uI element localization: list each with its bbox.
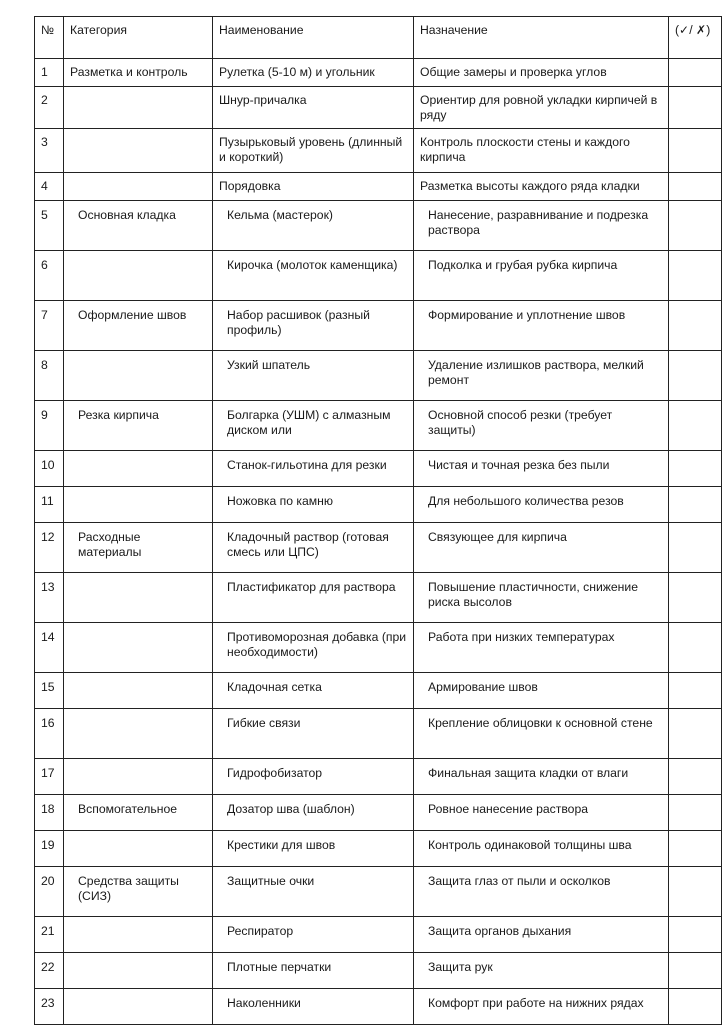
cell-purpose: Нанесение, разравнивание и подрезка раствора <box>414 201 669 251</box>
cell-name: Кладочная сетка <box>213 673 414 709</box>
cell-number: 3 <box>35 129 64 173</box>
cell-category <box>64 673 213 709</box>
table-row <box>35 623 722 673</box>
cell-name: Плотные перчатки <box>213 953 414 989</box>
cell-check[interactable] <box>669 129 722 173</box>
header-name: Наименование <box>213 17 414 59</box>
cell-category <box>64 953 213 989</box>
cell-purpose: Комфорт при работе на нижних рядах <box>414 989 669 1025</box>
cell-name: Гибкие связи <box>213 709 414 759</box>
cell-number: 5 <box>35 201 64 251</box>
table-row <box>35 917 722 953</box>
table-row <box>35 709 722 759</box>
cell-check[interactable] <box>669 251 722 301</box>
table-row <box>35 673 722 709</box>
cell-purpose: Ровное нанесение раствора <box>414 795 669 831</box>
table-row <box>35 251 722 301</box>
cell-check[interactable] <box>669 487 722 523</box>
table-row <box>35 87 722 129</box>
cell-number: 15 <box>35 673 64 709</box>
cell-category: Оформление швов <box>64 301 213 351</box>
cell-check[interactable] <box>669 451 722 487</box>
cell-name: Гидрофобизатор <box>213 759 414 795</box>
table-row <box>35 301 722 351</box>
cell-name: Наколенники <box>213 989 414 1025</box>
cell-check[interactable] <box>669 201 722 251</box>
cell-name: Кирочка (молоток каменщика) <box>213 251 414 301</box>
cell-check[interactable] <box>669 173 722 201</box>
cell-check[interactable] <box>669 759 722 795</box>
cell-number: 10 <box>35 451 64 487</box>
cell-check[interactable] <box>669 573 722 623</box>
header-purpose: Назначение <box>414 17 669 59</box>
cell-number: 23 <box>35 989 64 1025</box>
cell-purpose: Армирование швов <box>414 673 669 709</box>
cell-category <box>64 623 213 673</box>
cell-number: 19 <box>35 831 64 867</box>
table-row <box>35 989 722 1025</box>
cell-name: Кладочный раствор (готовая смесь или ЦПС) <box>213 523 414 573</box>
cell-check[interactable] <box>669 953 722 989</box>
cell-category <box>64 251 213 301</box>
cell-check[interactable] <box>669 673 722 709</box>
cell-check[interactable] <box>669 831 722 867</box>
cell-category <box>64 917 213 953</box>
cell-purpose: Разметка высоты каждого ряда кладки <box>414 173 669 201</box>
cell-category <box>64 173 213 201</box>
cell-category <box>64 831 213 867</box>
cell-category: Разметка и контроль <box>64 59 213 87</box>
tools-checklist-table <box>34 16 722 1025</box>
table-row <box>35 59 722 87</box>
cell-category: Вспомогательное <box>64 795 213 831</box>
table-row <box>35 867 722 917</box>
table-row <box>35 201 722 251</box>
header-number: № <box>35 17 64 59</box>
cell-check[interactable] <box>669 523 722 573</box>
cell-purpose: Крепление облицовки к основной стене <box>414 709 669 759</box>
cell-name: Станок-гильотина для резки <box>213 451 414 487</box>
table-row <box>35 831 722 867</box>
cell-number: 22 <box>35 953 64 989</box>
cell-check[interactable] <box>669 795 722 831</box>
table-header-row <box>35 17 722 59</box>
cell-check[interactable] <box>669 867 722 917</box>
cell-number: 20 <box>35 867 64 917</box>
cell-category <box>64 87 213 129</box>
cell-check[interactable] <box>669 301 722 351</box>
cell-purpose: Формирование и уплотнение швов <box>414 301 669 351</box>
cell-purpose: Контроль одинаковой толщины шва <box>414 831 669 867</box>
cell-purpose: Защита рук <box>414 953 669 989</box>
cell-category: Средства защиты (СИЗ) <box>64 867 213 917</box>
table-row <box>35 523 722 573</box>
cell-number: 8 <box>35 351 64 401</box>
cell-number: 12 <box>35 523 64 573</box>
cell-number: 17 <box>35 759 64 795</box>
cell-purpose: Основной способ резки (требует защиты) <box>414 401 669 451</box>
cell-category <box>64 129 213 173</box>
cell-category <box>64 487 213 523</box>
cell-purpose: Ориентир для ровной укладки кирпичей в ряду <box>414 87 669 129</box>
cell-name: Ножовка по камню <box>213 487 414 523</box>
table-row <box>35 953 722 989</box>
cell-purpose: Чистая и точная резка без пыли <box>414 451 669 487</box>
table-row <box>35 401 722 451</box>
cell-category <box>64 573 213 623</box>
cell-number: 7 <box>35 301 64 351</box>
cell-category <box>64 709 213 759</box>
cell-category <box>64 759 213 795</box>
cell-number: 21 <box>35 917 64 953</box>
cell-name: Пластификатор для раствора <box>213 573 414 623</box>
cell-purpose: Работа при низких температурах <box>414 623 669 673</box>
cell-name: Дозатор шва (шаблон) <box>213 795 414 831</box>
cell-check[interactable] <box>669 401 722 451</box>
cell-purpose: Повышение пластичности, снижение риска высолов <box>414 573 669 623</box>
cell-category: Резка кирпича <box>64 401 213 451</box>
cell-number: 16 <box>35 709 64 759</box>
header-category: Категория <box>64 17 213 59</box>
cell-category <box>64 989 213 1025</box>
table-row <box>35 759 722 795</box>
cell-name: Респиратор <box>213 917 414 953</box>
cell-name: Порядовка <box>213 173 414 201</box>
cell-category <box>64 351 213 401</box>
cell-check[interactable] <box>669 351 722 401</box>
cell-purpose: Защита глаз от пыли и осколков <box>414 867 669 917</box>
cell-number: 2 <box>35 87 64 129</box>
cell-purpose: Удаление излишков раствора, мелкий ремонт <box>414 351 669 401</box>
cell-number: 18 <box>35 795 64 831</box>
table-row <box>35 129 722 173</box>
cell-name: Защитные очки <box>213 867 414 917</box>
cell-name: Крестики для швов <box>213 831 414 867</box>
table-row <box>35 487 722 523</box>
cell-purpose: Общие замеры и проверка углов <box>414 59 669 87</box>
cell-name: Болгарка (УШМ) с алмазным диском или <box>213 401 414 451</box>
cell-number: 13 <box>35 573 64 623</box>
table-row <box>35 451 722 487</box>
cell-number: 9 <box>35 401 64 451</box>
cell-check[interactable] <box>669 59 722 87</box>
cell-name: Рулетка (5-10 м) и угольник <box>213 59 414 87</box>
table-row <box>35 573 722 623</box>
cell-category: Основная кладка <box>64 201 213 251</box>
cell-name: Набор расшивок (разный профиль) <box>213 301 414 351</box>
cell-category <box>64 451 213 487</box>
cell-name: Кельма (мастерок) <box>213 201 414 251</box>
cell-purpose: Связующее для кирпича <box>414 523 669 573</box>
cell-check[interactable] <box>669 917 722 953</box>
cell-check[interactable] <box>669 989 722 1025</box>
cell-name: Узкий шпатель <box>213 351 414 401</box>
header-check: (✓/ ✗) <box>669 17 722 59</box>
cell-purpose: Подколка и грубая рубка кирпича <box>414 251 669 301</box>
cell-check[interactable] <box>669 709 722 759</box>
cell-number: 6 <box>35 251 64 301</box>
cell-category: Расходные материалы <box>64 523 213 573</box>
cell-name: Пузырьковый уровень (длинный и короткий) <box>213 129 414 173</box>
cell-number: 14 <box>35 623 64 673</box>
cell-name: Шнур-причалка <box>213 87 414 129</box>
cell-number: 11 <box>35 487 64 523</box>
cell-purpose: Защита органов дыхания <box>414 917 669 953</box>
table-row <box>35 795 722 831</box>
cell-purpose: Финальная защита кладки от влаги <box>414 759 669 795</box>
cell-check[interactable] <box>669 623 722 673</box>
cell-number: 1 <box>35 59 64 87</box>
cell-number: 4 <box>35 173 64 201</box>
table-row <box>35 351 722 401</box>
cell-purpose: Контроль плоскости стены и каждого кирпича <box>414 129 669 173</box>
cell-purpose: Для небольшого количества резов <box>414 487 669 523</box>
cell-check[interactable] <box>669 87 722 129</box>
table-row <box>35 173 722 201</box>
cell-name: Противоморозная добавка (при необходимости) <box>213 623 414 673</box>
